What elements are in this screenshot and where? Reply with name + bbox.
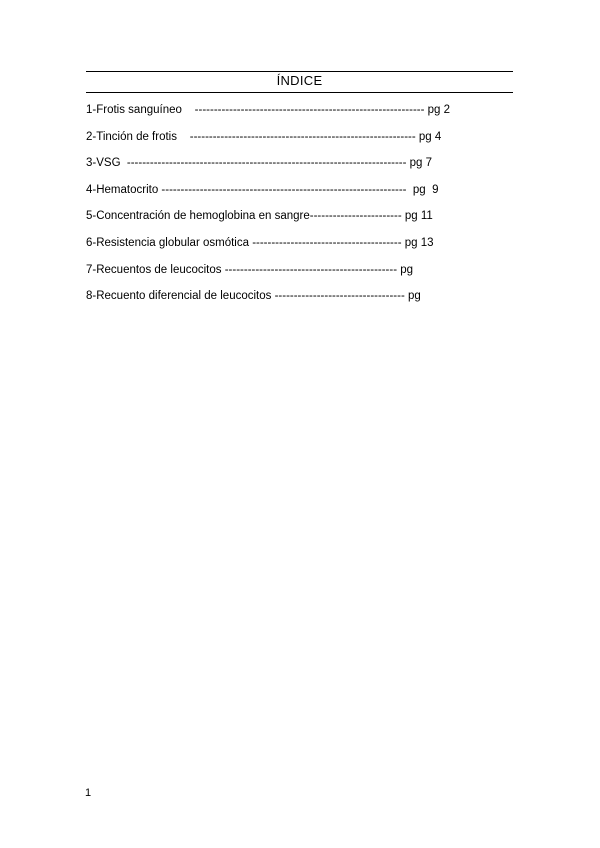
toc-entry-text: 8-Recuento diferencial de leucocitos ---------------------------------- pg	[86, 290, 421, 303]
toc-entry-text: 4-Hematocrito ---------------------------------------------------------------- pg 9	[86, 183, 439, 196]
toc-entry-3	[86, 154, 486, 181]
toc-entry-text: 7-Recuentos de leucocitos --------------------------------------------- pg	[86, 263, 414, 276]
title-top-rule	[86, 71, 513, 72]
toc-entry-text: 5-Concentración de hemoglobina en sangre------------------------ pg 11	[86, 210, 433, 223]
toc-entry-2	[86, 128, 486, 155]
toc-entry-text: 2-Tinción de frotis ----------------------------------------------------------- pg 4	[86, 130, 442, 143]
page-title: ÍNDICE	[276, 73, 323, 88]
toc-entry-4	[86, 181, 486, 208]
toc-entry-6	[86, 234, 486, 261]
toc-entry-8	[86, 287, 486, 314]
table-of-contents	[86, 101, 486, 314]
title-bottom-rule	[86, 92, 513, 93]
toc-entry-7	[86, 261, 486, 288]
toc-entry-text: 1-Frotis sanguíneo ------------------------------------------------------------ pg 2	[86, 104, 451, 116]
toc-entry-5	[86, 207, 486, 234]
page-number: 1	[85, 787, 92, 799]
toc-entry-text: 3-VSG ------------------------------------------------------------------------- pg 7	[86, 157, 433, 170]
toc-entry-1	[86, 101, 486, 128]
toc-entry-text: 6-Resistencia globular osmótica --------------------------------------- pg 13	[86, 236, 434, 249]
